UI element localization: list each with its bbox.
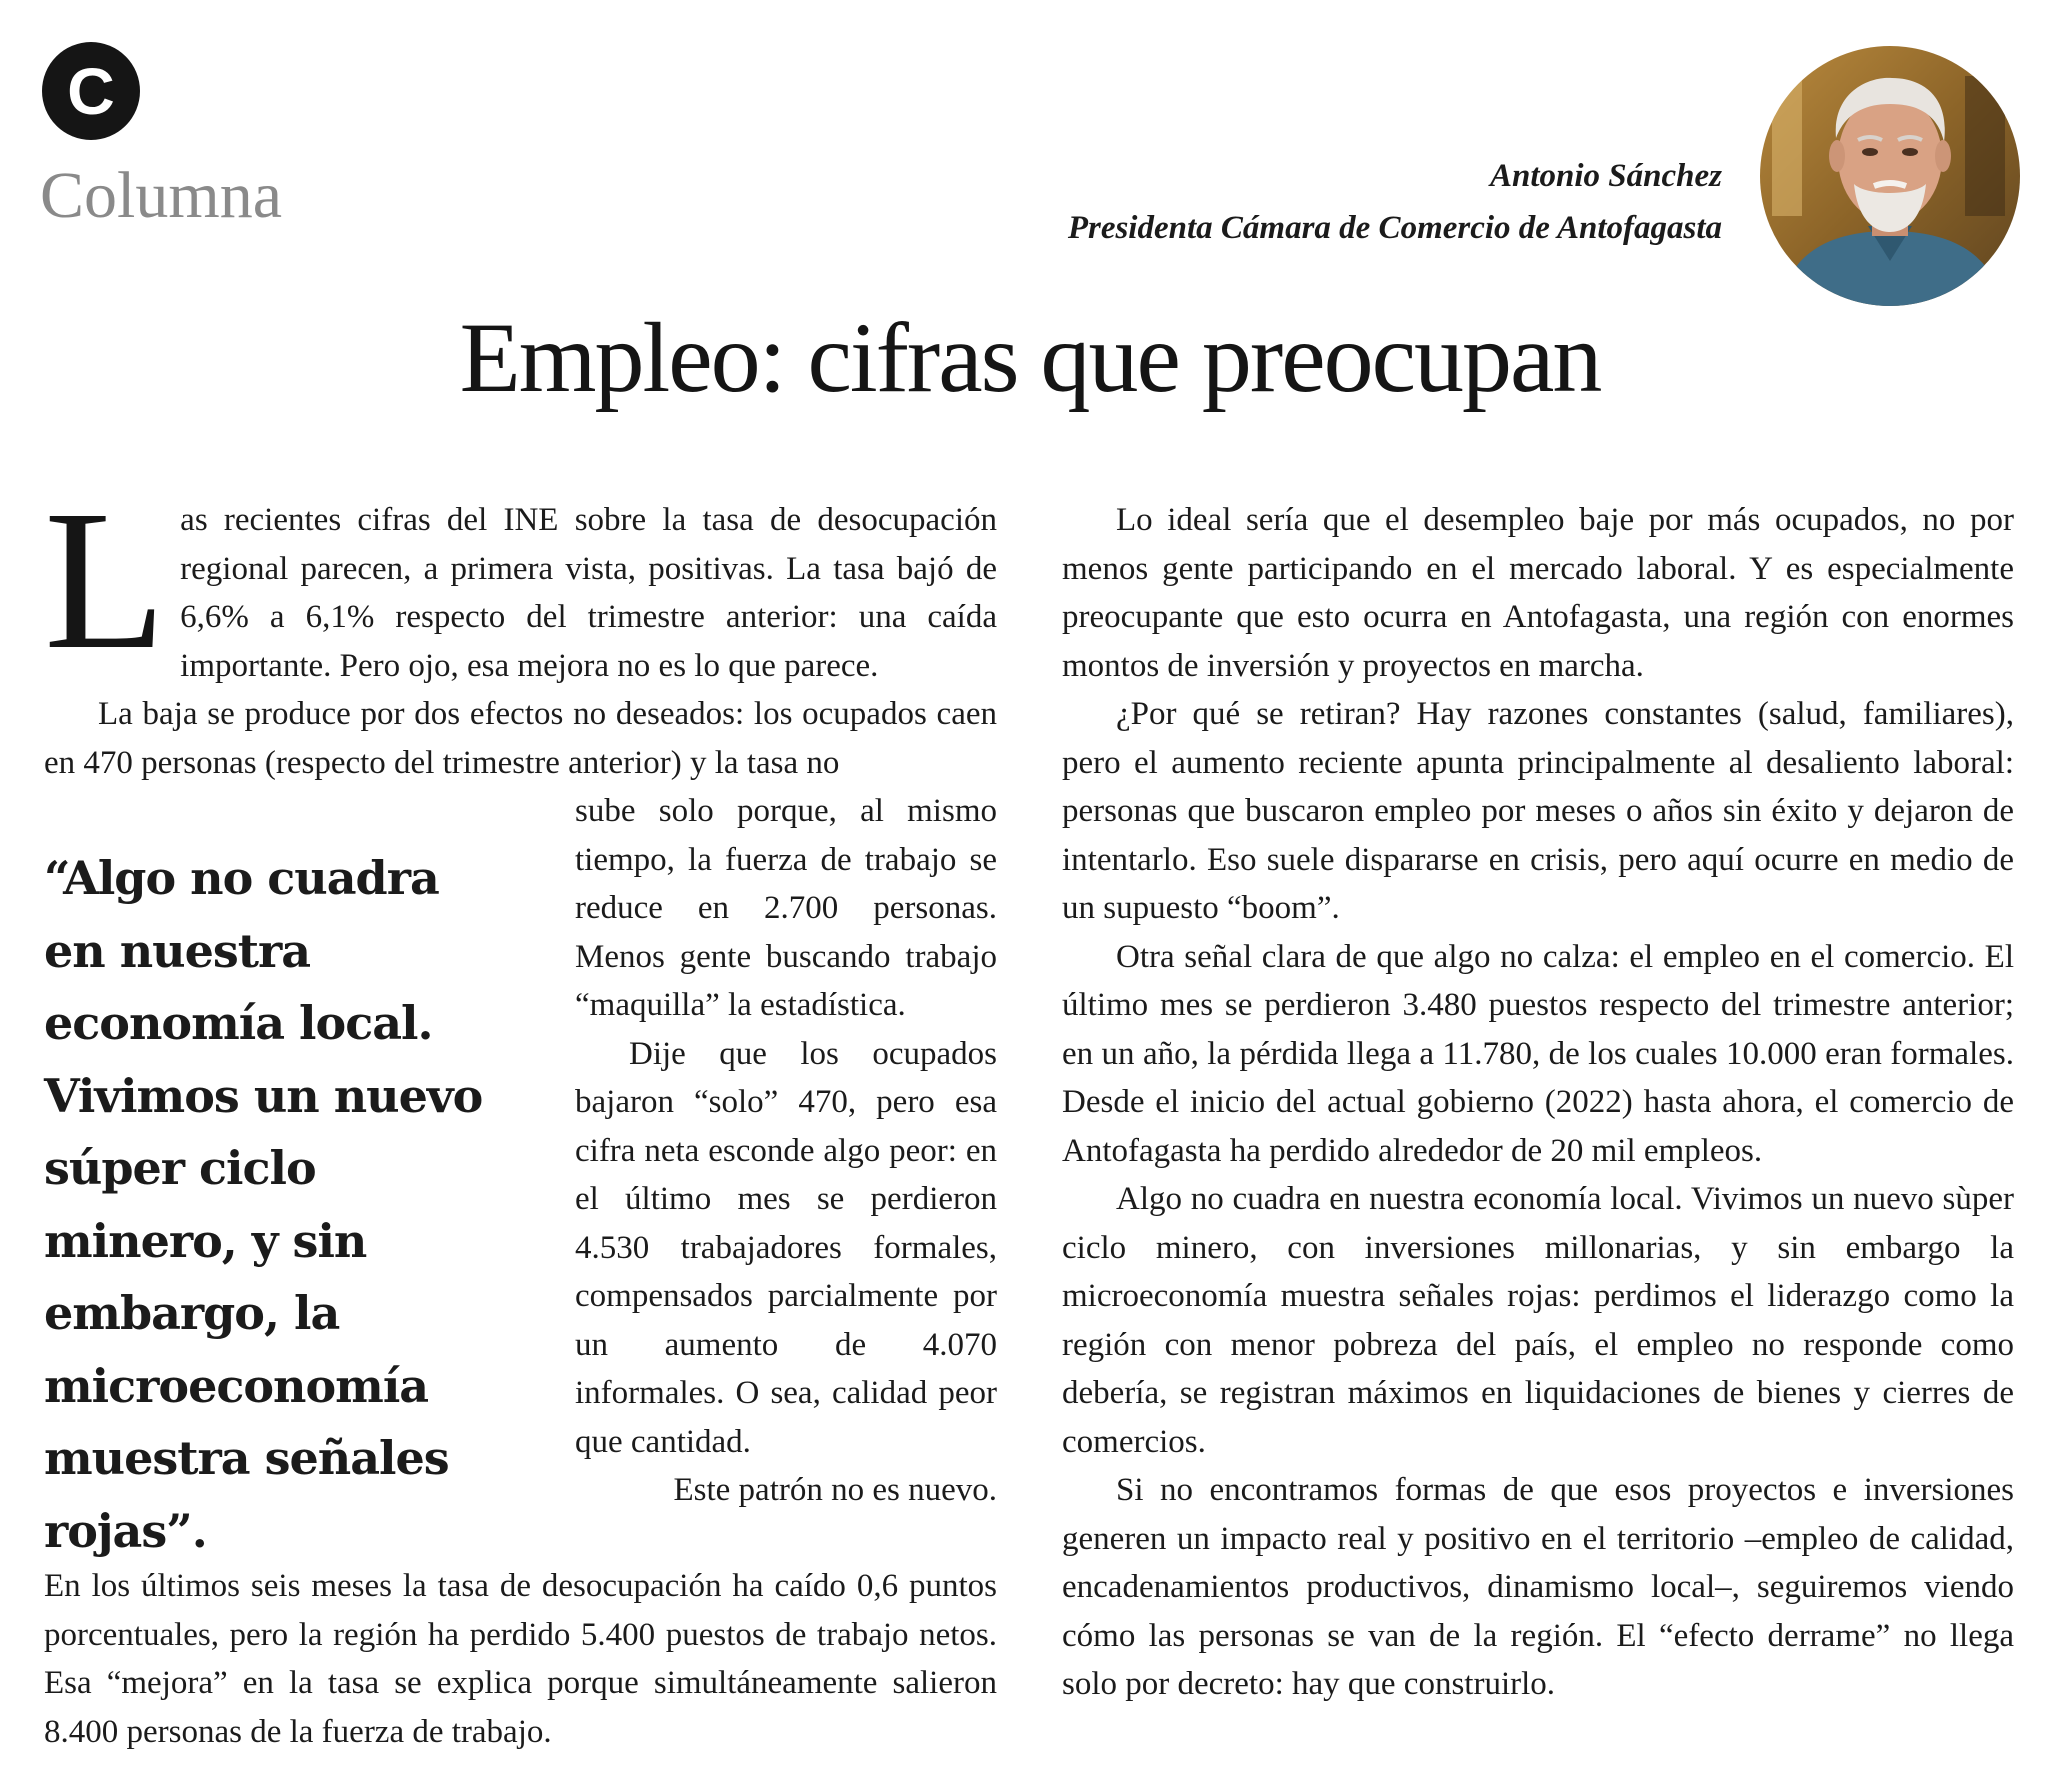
column-logo-letter: C [67,54,115,128]
right-paragraph-2: ¿Por qué se retiran? Hay razones constantes (salud, familiares), pero el aumento reciente apunta principalmente al desaliento laboral: personas que buscaron empleo por meses o años sin éxito y dejaron de intentarlo. Eso suele dispararse en crisis, pero aquí ocurre en medio de un supuesto “boom”. [1062,696,2014,926]
right-column [1062,496,2014,1709]
author-photo [1760,46,2020,306]
paragraph-2-continued: sube solo porque, al mismo tiempo, la fuerza de trabajo se reduce en 2.700 personas. Menos gente buscando trabajo “maquilla” la estadística. [575,793,997,1023]
right-paragraph-3: Otra señal clara de que algo no calza: el empleo en el comercio. El último mes se perdieron 3.480 puestos respecto del trimestre anterior; en un año, la pérdida llega a 11.780, de los cuales 10.000 eran formales. Desde el inicio del actual gobierno (2022) hasta ahora, el comercio de Antofagasta ha perdido alrededor de 20 mil empleos. [1062,938,2014,1169]
author-role: Presidenta Cámara de Comercio de Antofagasta [1067,210,1722,246]
column-logo [42,42,140,140]
paragraph-4-start: Este patrón no es nuevo. [673,1472,997,1508]
right-paragraph-5: Si no encontramos formas de que esos proyectos e inversiones generen un impacto real y positivo en el territorio –empleo de calidad, encadenamientos productivos, dinamismo local–, seguiremos viendo cómo las personas se van de la región. El “efecto derrame” no llega solo por decreto: hay que construirlo. [1062,1472,2014,1702]
left-column-top [44,470,997,787]
right-paragraph-1: Lo ideal sería que el desempleo baje por más ocupados, no por menos gente participando en el mercado laboral. Y es especialmente preocupante que esto ocurra en Antofagasta, una región con enormes montos de inversión y proyectos en marcha. [1062,502,2014,684]
author-byline [1068,150,1722,254]
section-label: Columna [40,159,282,232]
author-name: Antonio Sánchez [1490,158,1722,194]
left-column-narrow [575,787,997,1515]
paragraph-3: Dije que los ocupados bajaron “solo” 470, pero esa cifra neta esconde algo peor: en el último mes se perdieron 4.530 trabajadores formales, compensados parcialmente por un aumento de 4.070 informales. O sea, calidad peor que cantidad. [575,1035,997,1460]
paragraph-2: La baja se produce por dos efectos no deseados: los ocupados caen en 470 personas (respecto del trimestre anterior) y la tasa no [44,696,997,781]
left-column-bottom [44,1562,997,1756]
paragraph-4-rest: En los últimos seis meses la tasa de desocupación ha caído 0,6 puntos porcentuales, pero la región ha perdido 5.400 puestos de trabajo netos. Esa “mejora” en la tasa se explica porque simultáneamente salieron 8.400 personas de la fuerza de trabajo. [44,1568,997,1750]
drop-cap: L [44,470,167,691]
author-portrait-illustration [1760,46,2020,306]
pull-quote: “Algo no cuadra en nuestra economía local. Vivimos un nuevo súper ciclo minero, y sin embargo, la microeconomía muestra señales rojas”. [44,851,483,1558]
article-headline: Empleo: cifras que preocupan [459,302,1601,413]
right-paragraph-4: Algo no cuadra en nuestra economía local. Vivimos un nuevo sùper ciclo minero, con inversiones millonarias, y sin embargo la microeconomía muestra señales rojas: perdimos el liderazgo como la región con menor pobreza del país, el empleo no responde como debería, se registran máximos en liquidaciones de bienes y cierres de comercios. [1062,1181,2014,1460]
paragraph-1-text: as recientes cifras del INE sobre la tasa de desocupación regional parecen, a primera vista, positivas. La tasa bajó de 6,6% a 6,1% respecto del trimestre anterior: una caída importante. Pero ojo, esa mejora no es lo que parece. [180,502,997,684]
paragraph-1 [44,470,997,691]
